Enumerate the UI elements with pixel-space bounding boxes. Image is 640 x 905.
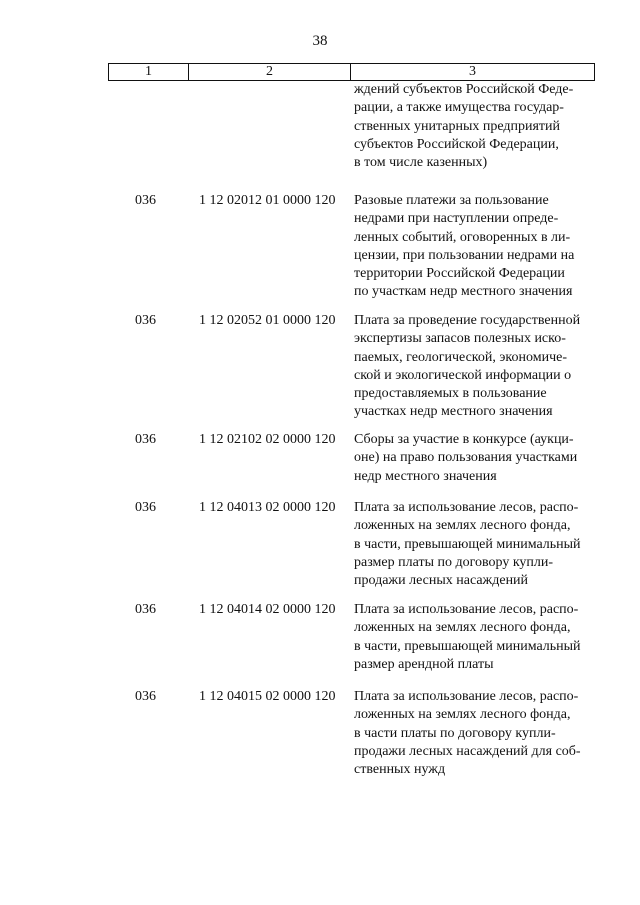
description-line: ской и экологической информации о (354, 367, 572, 383)
description-line: ложенных на землях лесного фонда, (354, 518, 571, 534)
revenue-description (354, 192, 590, 302)
table-header (108, 63, 595, 81)
description-line: предоставляемых в пользование (354, 386, 547, 402)
revenue-code: 1 12 02102 02 0000 120 (199, 432, 336, 447)
description-line: Сборы за участие в конкурсе (аукци- (354, 432, 574, 447)
continuation-line: рации, а также имущества государ- (354, 100, 564, 116)
description-line: участках недр местного значения (354, 404, 553, 420)
revenue-description (354, 688, 590, 779)
continuation-line: ждений субъектов Российской Феде- (354, 82, 574, 97)
description-line: Плата за использование лесов, распо- (354, 500, 579, 515)
description-line: ложенных на землях лесного фонда, (354, 620, 571, 636)
header-col-1: 1 (145, 64, 152, 79)
description-line: ложенных на землях лесного фонда, (354, 707, 571, 723)
description-line: цензии, при пользовании недрами на (354, 247, 575, 263)
description-line: Разовые платежи за пользование (354, 193, 549, 208)
revenue-description (354, 499, 590, 590)
revenue-description (354, 431, 590, 486)
revenue-description (354, 312, 590, 422)
description-line: в части платы по договору купли- (354, 725, 556, 741)
description-line: в части, превышающей минимальный (354, 638, 581, 654)
description-line: размер арендной платы (354, 656, 494, 672)
revenue-code: 1 12 04015 02 0000 120 (199, 689, 336, 704)
description-line: размер платы по договору купли- (354, 554, 554, 570)
description-line: территории Российской Федерации (354, 266, 565, 282)
continuation-line: в том числе казенных) (354, 155, 488, 171)
continuation-text (354, 81, 590, 172)
header-col-2: 2 (188, 64, 350, 80)
admin-code: 036 (135, 432, 156, 447)
description-line: продажи лесных насаждений (354, 573, 529, 589)
revenue-code: 1 12 04014 02 0000 120 (199, 602, 336, 617)
description-line: в части, превышающей минимальный (354, 536, 581, 552)
description-line: ственных нужд (354, 762, 446, 778)
description-line: Плата за использование лесов, распо- (354, 689, 579, 704)
revenue-description (354, 601, 590, 674)
revenue-code: 1 12 04013 02 0000 120 (199, 500, 336, 515)
description-line: по участкам недр местного значения (354, 284, 573, 300)
description-line: Плата за использование лесов, распо- (354, 602, 579, 617)
continuation-line: ственных унитарных предприятий (354, 118, 561, 134)
description-line: Плата за проведение государственной (354, 313, 581, 328)
description-line: оне) на право пользования участками (354, 450, 578, 466)
revenue-code: 1 12 02052 01 0000 120 (199, 313, 336, 328)
description-line: продажи лесных насаждений для соб- (354, 743, 581, 759)
description-line: паемых, геологической, экономиче- (354, 349, 567, 365)
revenue-code: 1 12 02012 01 0000 120 (199, 193, 336, 208)
description-line: недрами при наступлении опреде- (354, 211, 559, 227)
admin-code: 036 (135, 500, 156, 515)
page-number: 38 (312, 33, 328, 49)
continuation-line: субъектов Российской Федерации, (354, 136, 559, 152)
admin-code: 036 (135, 313, 156, 328)
description-line: ленных событий, оговоренных в ли- (354, 229, 571, 245)
admin-code: 036 (135, 602, 156, 617)
admin-code: 036 (135, 689, 156, 704)
description-line: экспертизы запасов полезных иско- (354, 331, 566, 347)
admin-code: 036 (135, 193, 156, 208)
header-col-3: 3 (350, 64, 594, 80)
description-line: недр местного значения (354, 468, 497, 484)
